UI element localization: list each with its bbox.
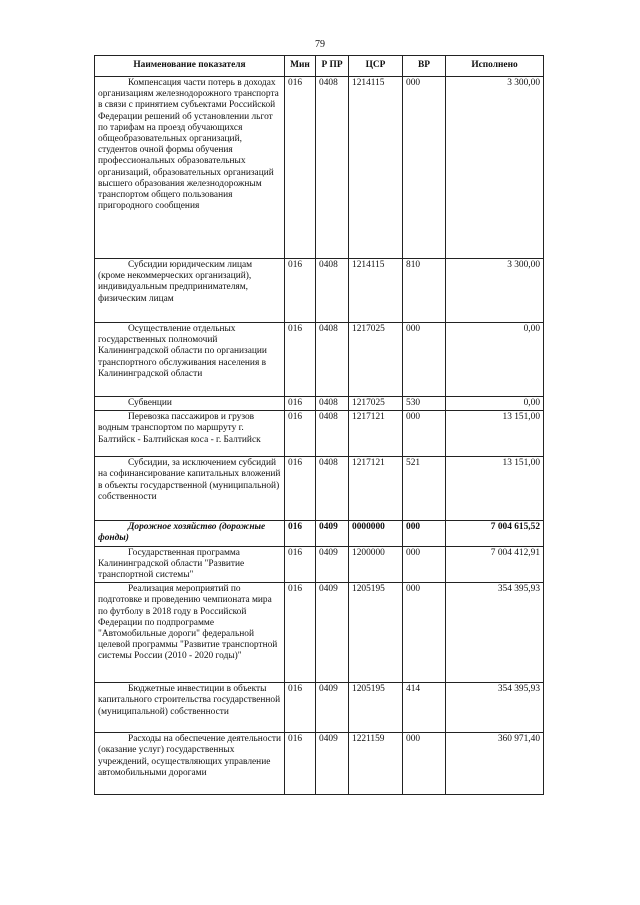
row-rpr: 0408 [316, 457, 349, 521]
table-row [95, 457, 544, 521]
row-name: Дорожное хозяйство (дорожные фонды) [95, 521, 285, 546]
row-amount: 354 395,93 [446, 683, 544, 733]
row-vr: 810 [403, 259, 446, 323]
row-min: 016 [285, 397, 316, 411]
row-vr: 000 [403, 411, 446, 457]
row-rpr: 0408 [316, 77, 349, 259]
row-vr: 414 [403, 683, 446, 733]
table-row [95, 733, 544, 795]
row-min: 016 [285, 546, 316, 583]
table-row [95, 546, 544, 583]
row-amount: 13 151,00 [446, 457, 544, 521]
row-csr: 1221159 [349, 733, 403, 795]
row-csr: 0000000 [349, 521, 403, 546]
row-csr: 1205195 [349, 583, 403, 683]
table-row [95, 521, 544, 546]
row-vr: 000 [403, 77, 446, 259]
header-name: Наименование показателя [95, 56, 285, 77]
row-vr: 000 [403, 521, 446, 546]
row-min: 016 [285, 683, 316, 733]
row-amount: 3 300,00 [446, 259, 544, 323]
row-rpr: 0408 [316, 411, 349, 457]
row-name: Субсидии юридическим лицам (кроме некоммерческих организаций), индивидуальным предпринимателям, физическим лицам [95, 259, 285, 323]
table-header-row [95, 56, 544, 77]
row-name: Государственная программа Калининградской области "Развитие транспортной системы" [95, 546, 285, 583]
header-min: Мин [285, 56, 316, 77]
row-csr: 1214115 [349, 259, 403, 323]
row-rpr: 0408 [316, 259, 349, 323]
row-min: 016 [285, 521, 316, 546]
table-row [95, 323, 544, 397]
budget-execution-table [94, 55, 544, 795]
row-vr: 521 [403, 457, 446, 521]
row-csr: 1205195 [349, 683, 403, 733]
row-name: Перевозка пассажиров и грузов водным транспортом по маршруту г. Балтийск - Балтийская коса - г. Балтийск [95, 411, 285, 457]
row-amount: 3 300,00 [446, 77, 544, 259]
row-name: Осуществление отдельных государственных полномочий Калининградской области по организации транспортного обслуживания населения в Калининградской области [95, 323, 285, 397]
row-min: 016 [285, 259, 316, 323]
row-name: Субсидии, за исключением субсидий на софинансирование капитальных вложений в объекты государственной (муниципальной) собственности [95, 457, 285, 521]
row-min: 016 [285, 323, 316, 397]
page-number: 79 [315, 39, 325, 50]
row-amount: 360 971,40 [446, 733, 544, 795]
row-csr: 1217121 [349, 411, 403, 457]
row-rpr: 0408 [316, 397, 349, 411]
row-name: Бюджетные инвестиции в объекты капитального строительства государственной (муниципальной) собственности [95, 683, 285, 733]
row-rpr: 0409 [316, 583, 349, 683]
row-rpr: 0408 [316, 323, 349, 397]
row-csr: 1217025 [349, 397, 403, 411]
row-vr: 000 [403, 546, 446, 583]
table-row [95, 397, 544, 411]
row-rpr: 0409 [316, 733, 349, 795]
row-min: 016 [285, 583, 316, 683]
table-row [95, 77, 544, 259]
header-vr: ВР [403, 56, 446, 77]
row-rpr: 0409 [316, 521, 349, 546]
row-name: Компенсация части потерь в доходах организациям железнодорожного транспорта в связи с принятием субъектами Российской Федерации решений об установлении льгот по тарифам на проезд обучающихся общеобразовательных организаций, студентов очной формы обучения профессиональных образовательных организаций, образовательных организаций высшего образования железнодорожным транспортом общего пользования пригородного сообщения [95, 77, 285, 259]
row-name: Реализация мероприятий по подготовке и проведению чемпионата мира по футболу в 2018 году в Российской Федерации по подпрограмме "Автомобильные дороги" федеральной целевой программы "Развитие транспортной системы России (2010 - 2020 годы)" [95, 583, 285, 683]
row-min: 016 [285, 733, 316, 795]
row-vr: 000 [403, 733, 446, 795]
row-rpr: 0409 [316, 546, 349, 583]
row-csr: 1217121 [349, 457, 403, 521]
row-amount: 0,00 [446, 323, 544, 397]
row-name: Расходы на обеспечение деятельности (оказание услуг) государственных учреждений, осуществляющих управление автомобильными дорогами [95, 733, 285, 795]
table-row [95, 259, 544, 323]
row-min: 016 [285, 77, 316, 259]
table-row [95, 683, 544, 733]
row-csr: 1217025 [349, 323, 403, 397]
header-amount: Исполнено [446, 56, 544, 77]
row-vr: 530 [403, 397, 446, 411]
header-csr: ЦСР [349, 56, 403, 77]
row-amount: 0,00 [446, 397, 544, 411]
row-min: 016 [285, 411, 316, 457]
header-rpr: Р ПР [316, 56, 349, 77]
row-rpr: 0409 [316, 683, 349, 733]
row-vr: 000 [403, 583, 446, 683]
row-amount: 13 151,00 [446, 411, 544, 457]
row-vr: 000 [403, 323, 446, 397]
table-row [95, 583, 544, 683]
row-amount: 7 004 412,91 [446, 546, 544, 583]
row-min: 016 [285, 457, 316, 521]
row-amount: 354 395,93 [446, 583, 544, 683]
row-amount: 7 004 615,52 [446, 521, 544, 546]
row-name: Субвенции [95, 397, 285, 411]
row-csr: 1200000 [349, 546, 403, 583]
table-row [95, 411, 544, 457]
row-csr: 1214115 [349, 77, 403, 259]
